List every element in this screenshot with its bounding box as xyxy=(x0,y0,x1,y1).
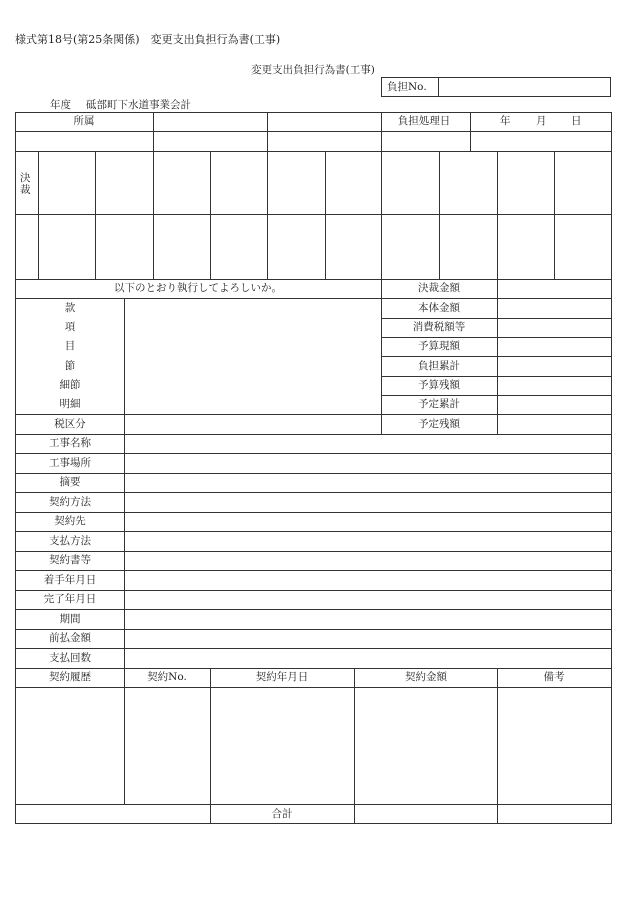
amount-label-budget-remain: 予算残額 xyxy=(418,379,460,391)
burden-no-label: 負担No. xyxy=(387,81,427,93)
detail-label-end-date: 完了年月日 xyxy=(43,593,97,605)
grid-line xyxy=(381,318,612,319)
history-header-remarks: 備考 xyxy=(543,671,565,683)
grid-line xyxy=(210,668,211,824)
amount-label-planned-total: 予定累計 xyxy=(418,398,460,410)
grid-line xyxy=(95,151,96,279)
grid-line xyxy=(124,668,125,804)
budget-label-meisai: 明細 xyxy=(59,398,81,410)
budget-label-setsu: 節 xyxy=(64,360,76,372)
grid-line xyxy=(15,551,612,552)
date-year: 年 xyxy=(500,115,511,127)
grid-line xyxy=(15,648,612,649)
grid-line xyxy=(15,629,612,630)
grid-line xyxy=(267,112,268,151)
grid-line xyxy=(381,414,612,415)
date-day: 日 xyxy=(571,115,582,127)
grid-line xyxy=(354,668,355,824)
grid-line xyxy=(438,77,439,97)
amount-label-budget: 予算現額 xyxy=(418,340,460,352)
tax-label: 税区分 xyxy=(54,418,86,430)
budget-label-moku: 目 xyxy=(64,340,76,352)
form-title: 変更支出負担行為書(工事) xyxy=(251,64,375,76)
budget-label-kan: 款 xyxy=(64,302,76,314)
amount-label-approval: 決裁金額 xyxy=(418,282,460,294)
grid-line xyxy=(497,151,498,279)
execute-text: 以下のとおり執行してよろしいか。 xyxy=(114,282,282,294)
grid-line xyxy=(325,151,326,279)
fiscal-year-label: 年度 xyxy=(50,99,71,111)
grid-line xyxy=(15,414,382,415)
grid-line xyxy=(15,590,612,591)
account-name: 砥部町下水道事業会計 xyxy=(86,99,191,111)
grid-line xyxy=(470,112,471,151)
detail-label-contract-docs: 契約書等 xyxy=(49,554,91,566)
amount-label-burden-total: 負担累計 xyxy=(418,360,460,372)
detail-label-start-date: 着手年月日 xyxy=(43,574,97,586)
budget-label-kou: 項 xyxy=(64,321,76,333)
detail-label-contract-method: 契約方法 xyxy=(49,496,91,508)
detail-label-period: 期間 xyxy=(59,613,81,625)
date-month: 月 xyxy=(536,115,547,127)
grid-line xyxy=(381,337,612,338)
grid-line xyxy=(210,151,211,279)
total-label: 合計 xyxy=(271,808,293,820)
grid-line xyxy=(153,151,154,279)
grid-line xyxy=(15,609,612,610)
grid-line xyxy=(15,570,612,571)
grid-line xyxy=(439,151,440,279)
grid-line xyxy=(15,804,612,805)
detail-label-contractor: 契約先 xyxy=(54,515,86,527)
grid-line xyxy=(15,434,612,435)
grid-line xyxy=(554,151,555,279)
history-header-amount: 契約金額 xyxy=(405,671,447,683)
processing-date-label: 負担処理日 xyxy=(397,115,451,127)
grid-line xyxy=(15,492,612,493)
amount-label-body: 本体金額 xyxy=(418,302,460,314)
detail-label-name: 工事名称 xyxy=(49,437,91,449)
main-table xyxy=(15,112,612,824)
grid-line xyxy=(15,512,612,513)
grid-line xyxy=(15,668,612,669)
budget-label-saisetsu: 細節 xyxy=(59,379,81,391)
grid-line xyxy=(15,453,612,454)
amount-label-planned-remain: 予定残額 xyxy=(418,418,460,430)
grid-line xyxy=(497,668,498,824)
form-id: 様式第18号(第25条関係) 変更支出負担行為書(工事) xyxy=(15,33,281,46)
detail-label-summary: 摘要 xyxy=(59,476,81,488)
grid-line xyxy=(381,376,612,377)
grid-line xyxy=(15,151,612,152)
detail-label-payment-count: 支払回数 xyxy=(49,652,91,664)
grid-line xyxy=(15,687,612,688)
grid-line xyxy=(38,151,39,279)
grid-line xyxy=(15,473,612,474)
detail-label-place: 工事場所 xyxy=(49,457,91,469)
approval-label: 決 裁 xyxy=(20,172,31,196)
detail-label-advance: 前払金額 xyxy=(49,632,91,644)
detail-label-payment-method: 支払方法 xyxy=(49,535,91,547)
amount-label-tax: 消費税額等 xyxy=(412,321,466,333)
grid-line xyxy=(15,131,612,132)
grid-line xyxy=(15,214,612,215)
grid-line xyxy=(381,151,382,279)
grid-line xyxy=(381,112,382,151)
history-header-date: 契約年月日 xyxy=(255,671,309,683)
grid-line xyxy=(153,112,154,151)
grid-line xyxy=(267,151,268,279)
history-header-no: 契約No. xyxy=(147,671,187,683)
grid-line xyxy=(381,356,612,357)
grid-line xyxy=(15,531,612,532)
dept-label: 所属 xyxy=(73,115,95,127)
history-header-history: 契約履歴 xyxy=(49,671,91,683)
grid-line xyxy=(15,298,612,299)
grid-line xyxy=(15,279,612,280)
grid-line xyxy=(381,395,612,396)
